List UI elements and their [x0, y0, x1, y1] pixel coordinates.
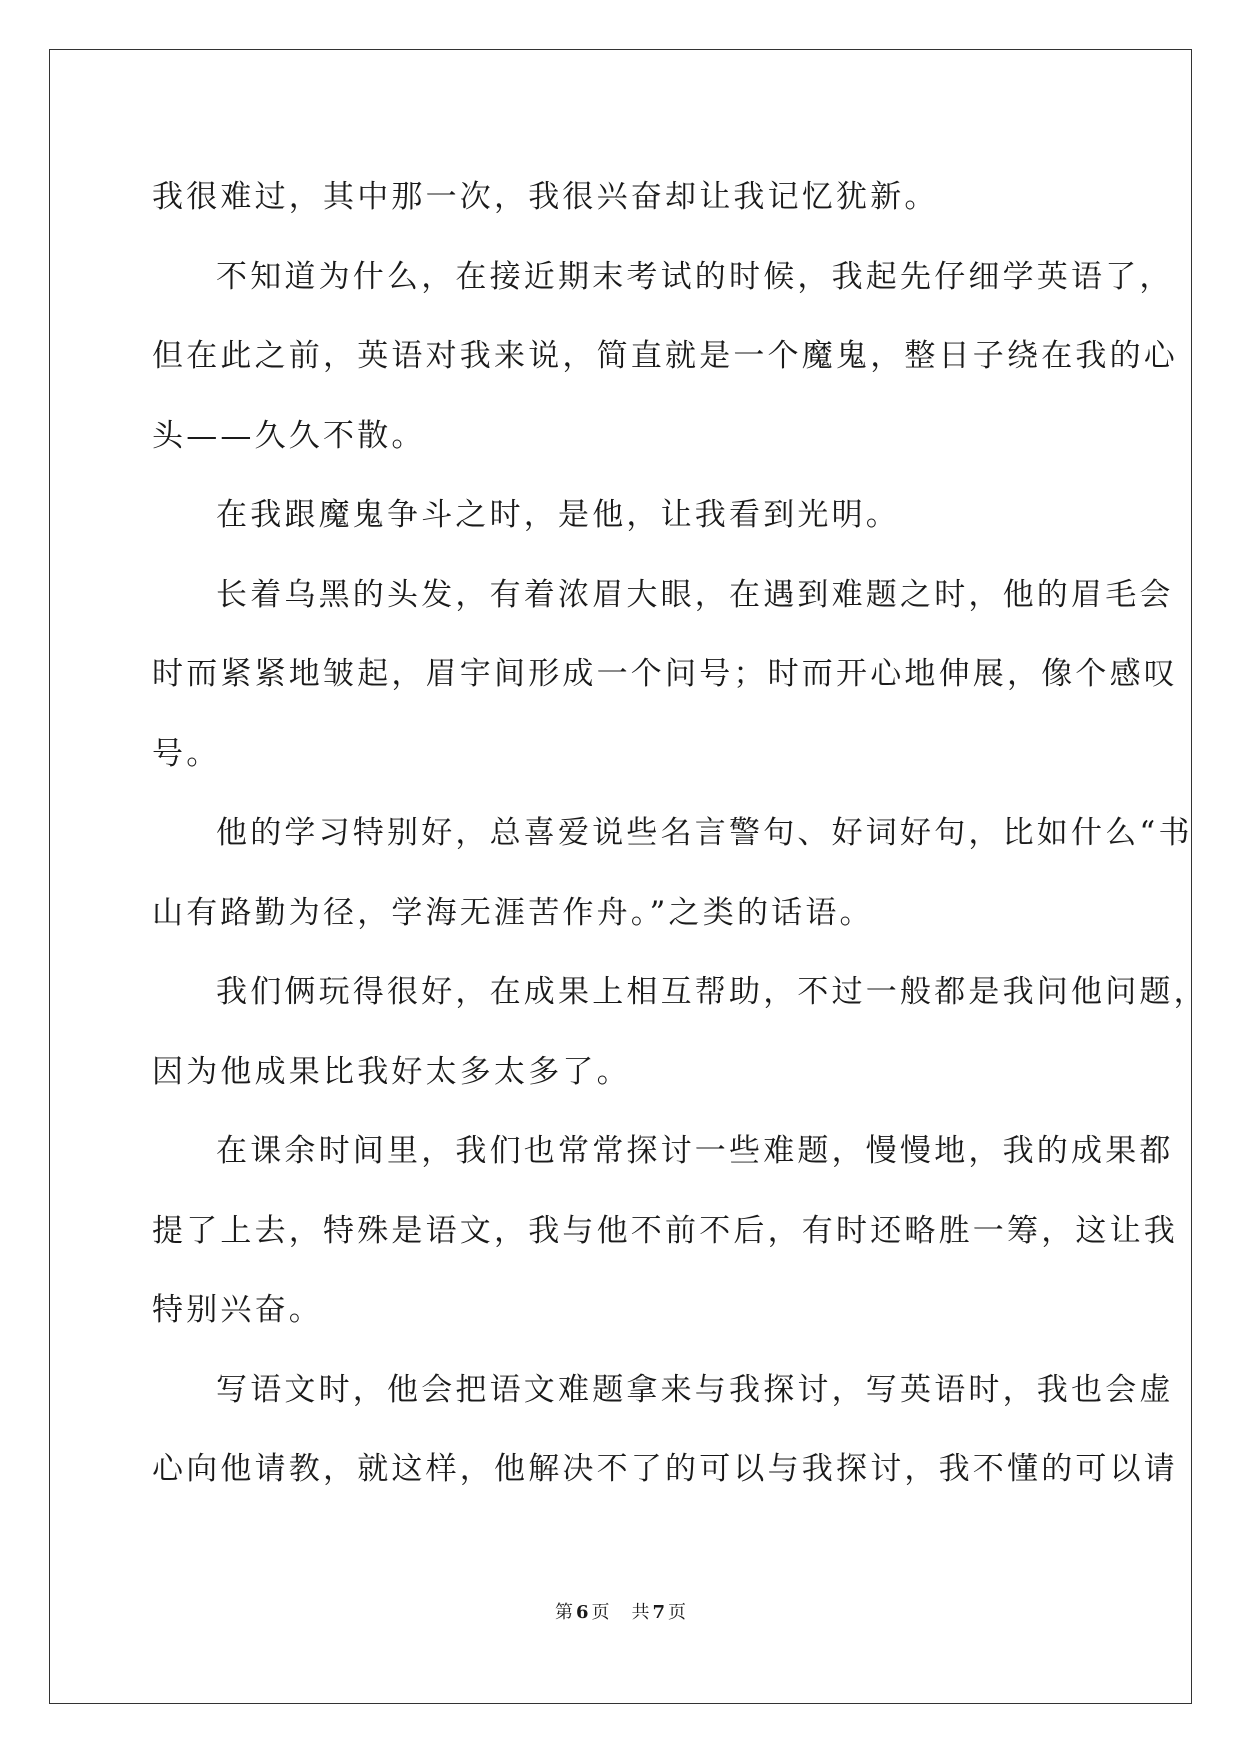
text-line: 心向他请教，就这样，他解决不了的可以与我探讨，我不懂的可以请 — [152, 1451, 1178, 1487]
text-line: 在课余时间里，我们也常常探讨一些难题，慢慢地，我的成果都 — [216, 1133, 1174, 1169]
page-number-prefix: 第 — [554, 1602, 573, 1623]
text-line: 写语文时，他会把语文难题拿来与我探讨，写英语时，我也会虚 — [216, 1371, 1174, 1408]
text-line: 但在此之前，英语对我来说，简直就是一个魔鬼，整日子绕在我的心 — [152, 338, 1178, 374]
text-line: 时而紧紧地皱起，眉宇间形成一个问号；时而开心地伸展，像个感叹 — [152, 656, 1178, 692]
document-body — [152, 158, 1208, 1510]
text-line: 因为他成果比我好太多太多了。 — [152, 1053, 631, 1090]
page-footer — [0, 1602, 1241, 1624]
text-line: 提了上去，特殊是语文，我与他不前不后，有时还略胜一筹，这让我 — [152, 1212, 1178, 1249]
text-line: 号。 — [152, 735, 221, 772]
page-total: 7 — [652, 1602, 666, 1623]
text-line: 山有路勤为径，学海无涯苦作舟。”之类的话语。 — [152, 894, 874, 931]
text-line: 长着乌黑的头发，有着浓眉大眼，在遇到难题之时，他的眉毛会 — [216, 576, 1174, 613]
page-number-suffix: 页 — [591, 1602, 610, 1623]
text-line: 特别兴奋。 — [152, 1292, 323, 1328]
text-line: 他的学习特别好，总喜爱说些名言警句、好词好句，比如什么“书 — [216, 815, 1193, 851]
text-line: 头——久久不散。 — [152, 417, 426, 454]
page-number: 6 — [575, 1602, 589, 1623]
page-total-prefix: 共 — [631, 1602, 650, 1623]
text-line: 在我跟魔鬼争斗之时，是他，让我看到光明。 — [216, 497, 900, 533]
text-line: 我们俩玩得很好，在成果上相互帮助，不过一般都是我问他问题， — [216, 974, 1208, 1010]
page-total-suffix: 页 — [668, 1602, 687, 1623]
text-line: 我很难过，其中那一次，我很兴奋却让我记忆犹新。 — [152, 179, 939, 215]
text-line: 不知道为什么，在接近期末考试的时候，我起先仔细学英语了， — [216, 258, 1174, 295]
